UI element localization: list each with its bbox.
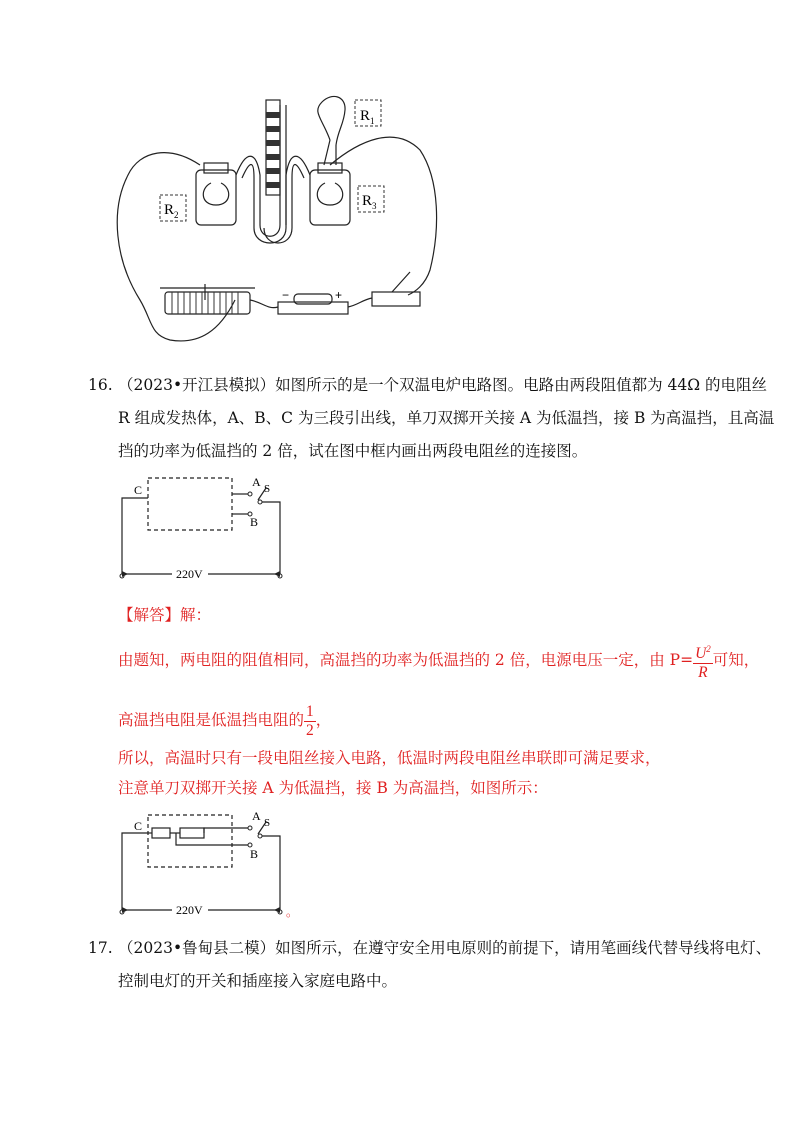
formula-exponent: 2: [706, 644, 711, 654]
q17-line2: 控制电灯的开关和插座接入家庭电路中。: [118, 972, 398, 990]
answer-line4: 注意单刀双掷开关接 A 为低温挡，接 B 为高温挡，如图所示：: [118, 779, 548, 797]
answer-circuit-voltage-label: 220V: [176, 903, 203, 917]
formula-denominator: R: [698, 664, 708, 682]
q16-line3: 挡的功率为低温挡的 2 倍，试在图中框内画出两段电阻丝的连接图。: [118, 442, 588, 460]
half-denominator: 2: [306, 721, 314, 739]
answer-line2-post: ，: [315, 711, 332, 729]
q17-line1: （2023•鲁甸县二模）如图所示，在遵守安全用电原则的前提下，请用笔画线代替导线将电灯、: [118, 939, 772, 957]
answer-circuit-b-label: B: [250, 847, 259, 861]
circuit-voltage-label: 220V: [176, 567, 203, 581]
answer-line2: [118, 700, 331, 740]
circuit-a-label: A: [252, 475, 261, 489]
r3-label: $R_3$: [362, 193, 377, 211]
answer-circuit-a-label: A: [252, 809, 261, 823]
circuit-s-label: S: [264, 483, 271, 495]
answer-circuit-c-label: C: [134, 819, 143, 833]
formula-numerator: U: [695, 645, 707, 663]
power-formula: [693, 640, 713, 682]
circuit-c-label: C: [134, 483, 143, 497]
q16-line1: （2023•开江县模拟）如图所示的是一个双温电炉电路图。电路由两段阻值都为 44Ω 的电阻丝: [118, 376, 768, 394]
half-numerator: 1: [306, 702, 314, 720]
half-fraction: [304, 703, 316, 740]
q16-line2: R 组成发热体，A、B、C 为三段引出线，单刀双掷开关接 A 为低温挡，接 B 为高温挡，且高温: [118, 409, 775, 427]
r1-label: $R_1$: [360, 108, 375, 126]
r2-label: $R_2$: [164, 202, 179, 220]
answer-line1: [118, 640, 759, 682]
circuit-b-label: B: [250, 515, 259, 529]
answer-circuit-diagram: [110, 806, 300, 921]
answer-heading: 【解答】解：: [118, 606, 212, 624]
answer-circuit-s-label: S: [264, 817, 271, 829]
joule-heating-apparatus-figure: [110, 90, 450, 360]
q17-number: 17.: [88, 939, 113, 957]
question-circuit-diagram: [110, 470, 300, 585]
battery-minus: −: [282, 288, 290, 302]
answer-line2-pre: 高温挡电阻是低温挡电阻的: [118, 711, 305, 729]
battery-plus: +: [335, 288, 343, 302]
q16-number: 16.: [88, 376, 113, 394]
answer-line1-post: 可知，: [712, 651, 760, 670]
answer-line3: 所以，高温时只有一段电阻丝接入电路，低温时两段电阻丝串联即可满足要求，: [118, 749, 661, 767]
answer-period: 。: [286, 905, 299, 919]
answer-line1-pre: 由题知，两电阻的阻值相同，高温挡的功率为低温挡的 2 倍，电源电压一定，由 P=: [118, 651, 694, 670]
